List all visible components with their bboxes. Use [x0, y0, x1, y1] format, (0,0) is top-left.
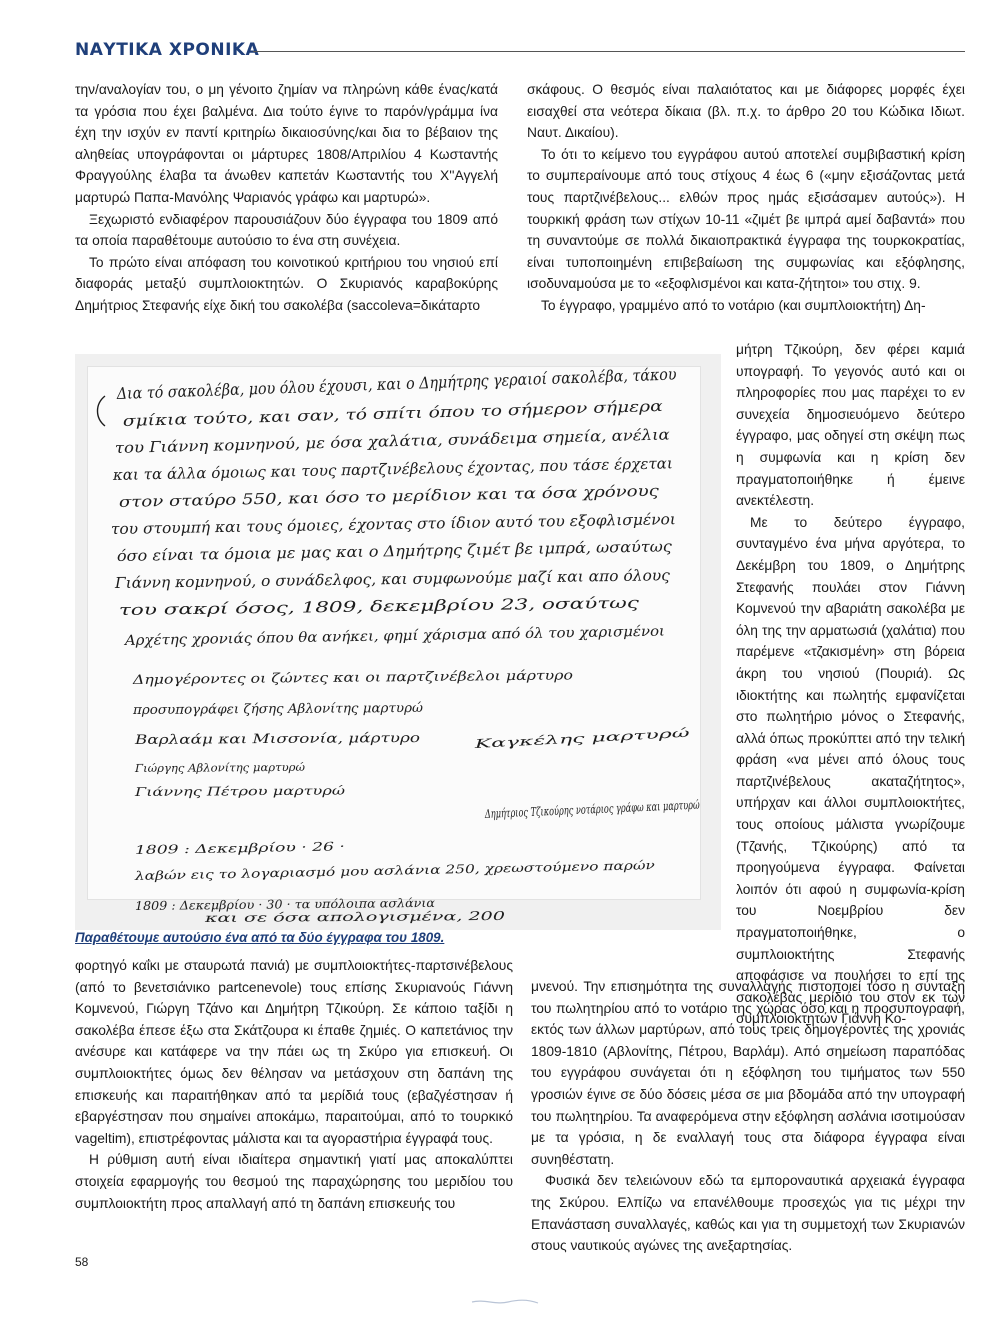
column-top-right: [527, 79, 965, 317]
paragraph: σκάφους. Ο θεσμός είναι παλαιότατος και με διάφορες μορφές έχει εισαχθεί στα νεότερα δίκαια (βλ. π.χ. το άρθρο 20 του Κώδικα Ιδιωτ. Ναυτ. Δικαίου).: [527, 82, 965, 141]
manuscript-line: στον σταύρο 550, και όσο το μερίδιον και τα όσα χρόνους: [118, 483, 566, 511]
manuscript-line: Δια τό σακολέβα, μου όλου έχουσι, και ο Δημήτρης γεραιοί σακολέβα, τάκου: [116, 362, 746, 403]
figure-caption: Παραθέτουμε αυτούσιο ένα από τα δύο έγγραφα του 1809.: [75, 930, 445, 945]
manuscript-line: του Γιάννη κομνηνού, με όσα χαλάτια, συνάδειμα σημεία, ανέλια: [114, 426, 620, 457]
column-bottom-right: [531, 976, 965, 1257]
paragraph: Το έγγραφο, γραμμένο από το νοτάριο (και συμπλοιοκτήτη) Δη-: [541, 297, 926, 313]
paragraph: φορτηγό καΐκι με σταυρωτά πανιά) με συμπλοιοκτήτες-παρτσινέβελους (από το βενετσιάνικο partcenevole) τους επίσης Σκυριανούς Γιάννη Κομνενού, Γιώργη Τζάνο και Δημήτρη Τζικούρη. Σε κάποιο ταξίδι η σακολέβα έπεσε έξω στα Σκάτζουρα κι έπαθε ζημιές. Ο καπετάνιος την ανέσυρε και κατάφερε να την πάει ως τη Σκύρο για επισκευή. Οι συμπλοιοκτήτες όμως δεν θέλησαν να μετάσχουν στη δαπάνη της επισκευής και παραιτήθηκαν από τα μερίδιά τους (εβαζγέστησαν ή εβαργέστησαν που σημαίνει αποκάμω, παραιτούμαι, από το τουρκικό vageltim), επιστρέφοντας μάλιστα και τα αγοραστήρια έγγραφά τους.: [75, 958, 513, 1146]
manuscript-line: Γιάννης Πέτρου μαρτυρώ: [134, 783, 292, 799]
column-side: [736, 339, 965, 1030]
paragraph: Το ότι το κείμενο του εγγράφου αυτού αποτελεί συμβιβαστική κρίση το συμπεραίνουμε από τους στίχους 4 έως 6 («μην εξισάζοντας μετά τους παρτζινέβελους... ελθών προς ημάς εξισάσαμεν αυτούς»). Η τουρκική φράση των στίχων 10-11 «ζιμέτ βε ιμπρά αμεί δαβαντά» που τη συναντούμε σε πολλά δικαιοπρακτικά έγγραφα της τουρκοκρατίας, είναι τυποποιημένη επιβεβαίωση της συμφωνίας και εξόφλησης, ισοδυναμούσα με το «εξοφλισμένοι και κατα-ζήτητοι» του στιχ. 9.: [527, 146, 965, 292]
manuscript-line: Αρχέτης χρονιάς όπου θα ανήκει, φημί χάρισμα από όλ του χαρισμένοι: [124, 624, 632, 649]
manuscript-line: προσυπογράφει ζήσης Αβλονίτης μαρτυρώ: [132, 701, 414, 718]
manuscript-line: 1809 : Δεκεμβρίου · 30 · τα υπόλοιπα ασλάνια: [134, 896, 419, 913]
manuscript-line: σμίκια τούτο, και σαν, τό σπίτι όπου το σήμερον σήμερα: [122, 399, 559, 430]
manuscript-line: Δημογέροντες οι ζώντες και οι παρτζινέβελοι μάρτυρο: [132, 669, 497, 688]
manuscript-line: Γιάννη κομνηνού, ο συνάδελφος, και συμφωνούμε μαζί και απο όλους: [114, 566, 654, 592]
paragraph: μήτρη Τζικούρη, δεν φέρει καμιά υπογραφή. Το γεγονός αυτό και οι πληροφορίες που μας παρέχει το εν συνεχεία δημοσιευόμενο δεύτερο έγγραφο, μας οδηγεί στη σκέψη πως η συμφωνία και η κρίση δεν πραγματοποιήθηκε ή έμεινε ανεκτέλεστη.: [736, 342, 965, 509]
manuscript-line: Βαρλαάμ και Μισσονία, μάρτυρο: [134, 731, 356, 748]
manuscript-line: όσο είναι τα όμοια με μας και ο Δημήτρης ζιμέτ βε ιμπρά, ωσαύτως: [116, 537, 635, 565]
column-top-left: [75, 79, 498, 317]
scan-mark: [470, 1298, 540, 1306]
paragraph: μνενού. Την επισημότητα της συναλλαγής πιστοποιεί τόσο η σύνταξη του πωλητηρίου από το νοτάριο της χώρας όσο και η προσυπογραφή, εκτός των άλλων μαρτύρων, από τους τρεις δημογέροντες της χρονιάς 1809-1810 (Αβλονίτης, Πέτρου, Βαρλάμ). Από σημείωση παραπόδας του εγγράφου συνάγεται ότι η εξόφληση του τιμήματος των 550 γροσιών έγινε σε δύο δόσεις μέσα σε μια βδομάδα από την υπογραφή του πωλητηρίου. Τα αναφερόμενα στην εξόφληση ασλάνια ισοτιμούσαν με τα γρόσια, η δε εναλλαγή τους στα διάφορα έγγραφα είναι συνηθέστατη.: [531, 979, 965, 1167]
paragraph: Η ρύθμιση αυτή είναι ιδιαίτερα σημαντική γιατί μας αποκαλύπτει στοιχεία εφαρμογής του θεσμού της παραχώρησης του μεριδίου του συμπλοιοκτήτη προς απαλλαγή από τη δαπάνη επισκευής του: [75, 1152, 513, 1211]
paragraph: Ξεχωριστό ενδιαφέρον παρουσιάζουν δύο έγγραφα του 1809 από τα οποία παραθέτουμε αυτούσιο το ένα στη συνέχεια.: [75, 211, 498, 249]
paragraph: Φυσικά δεν τελειώνουν εδώ τα εμποροναυτικά αρχειακά έγγραφα της Σκύρου. Ελπίζω να επανέλθουμε προσεχώς για τις μέχρι την Επανάσταση συναλλαγές, καθώς και για τη συμμετοχή των Σκυριανών στους ναυτικούς αγώνες της ανεξαρτησίας.: [531, 1173, 965, 1254]
page-number: 58: [75, 1255, 89, 1269]
column-bottom-left: [75, 955, 513, 1214]
manuscript-line: Δημήτριος Τζικούρης νοτάριος γράφω και μαρτυρώ: [484, 793, 800, 821]
manuscript-line: του στουμπή και τους όμοιες, έχοντας στο ίδιον αυτό του εξοφλισμένοι: [110, 510, 661, 538]
manuscript-line: λαβών εις το λογαριασμό μου ασλάνια 250, χρεωστούμενο παρών: [134, 860, 541, 883]
paragraph: Το πρώτο είναι απόφαση του κοινοτικού κριτήριου του νησιού επί διαφοράς μεταξύ συμπλοιοκτητών. Ο Σκυριανός καραβοκύρης Δημήτριος Στεφανής είχε δική του σακολέβα (saccoleva=δικάταρτο: [75, 254, 498, 313]
manuscript-handwriting: [75, 354, 800, 930]
manuscript-line: Γιώργης Αβλονίτης μαρτυρώ: [134, 760, 296, 775]
paragraph: την/αναλογίαν του, ο μη γένοιτο ζημίαν να πληρώνη κάθε ένας/κατά τα γρόσια που έχει βαλμένα. Δια τούτο έγινε το παρόν/γράμμα ίνα έχη την ισχύν εν παντί κριτηρίω δικαιοσύνης/και δια το βέβαιον της αληθείας υπογράφονται οι μάρτυρες 1808/Απριλίου 4 Κωσταντής Φραγγούλης έλαβα τα άνωθεν καπετάν Κωσταντής του Χ''Αγγελή μαρτυρώ Παπα-Μανόλης Ψαριανός γράφω και μαρτυρώ».: [75, 82, 498, 205]
page-header: [75, 40, 965, 66]
manuscript-line: και τα άλλα όμοιως και τους παρτζινέβελους έχοντας, που τάσε έρχεται: [112, 454, 671, 484]
manuscript-line: του σακρί όσος, 1809, δεκεμβρίου 23, οσαύτως: [118, 595, 481, 619]
manuscript-bracket: [98, 396, 106, 426]
manuscript-line: Καγκέλης μαρτυρώ: [474, 730, 593, 751]
manuscript-figure: [75, 354, 800, 930]
manuscript-line: και σε όσα απολογισμένα, 200: [204, 909, 394, 925]
header-rule: [253, 51, 965, 52]
magazine-name: ΝΑΥΤΙΚΑ ΧΡΟΝΙΚΑ: [75, 40, 260, 60]
manuscript-line: 1809 : Δεκεμβρίου · 26 ·: [134, 840, 283, 857]
paragraph: Με το δεύτερο έγγραφο, συνταγμένο ένα μήνα αργότερα, το Δεκέμβρη του 1809, ο Δημήτρης Στεφανής πουλάει στον Γιάννη Κομνενού την αβαριάτη σακολέβα με όλη της την αρματωσιά (χαλάτια) που παρέμενε «τζακισμένη» στη βόρεια άκρη του νησιού (Πουριά). Ως ιδιοκτήτης και πωλητής εμφανίζεται στο πωλητήριο μόνος ο Στεφανής, αλλά όπως προκύπτει από την τελική φράση «να μένει από όλους τους παρτζινέβελους ακαταζήτητος», υπήρχαν και άλλοι συμπλοιοκτήτες, τους οποίους μάλιστα γνωρίζουμε (Τζανής, Τζικούρης) από τα προηγούμενα έγγραφα. Φαίνεται λοιπόν ότι αφού η συμφωνία-κρίση του Νοεμβρίου δεν πραγματοποιήθηκε, ο συμπλοιοκτήτης Στεφανής αποφάσισε να πουλήσει το επί της σακολέβας μερίδιό του στον εκ των συμπλοιοκτητών Γιάννη Κο-: [736, 514, 965, 1027]
